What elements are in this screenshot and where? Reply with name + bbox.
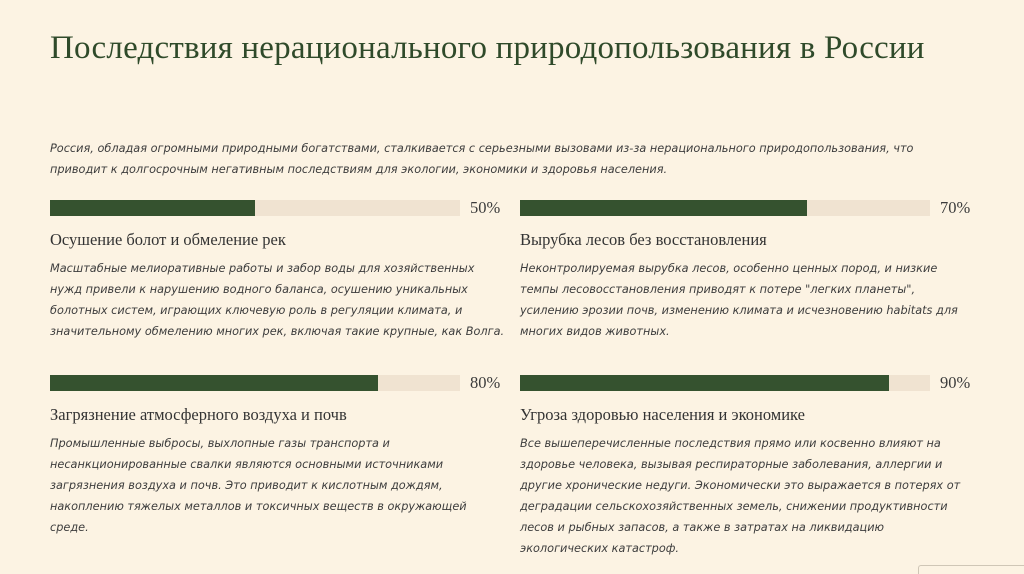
progress-fill: [520, 200, 807, 216]
card-description: Промышленные выбросы, выхлопные газы транспорта и несанкционированные свалки являются основными источниками загрязнения воздуха и почв. Это приводит к кислотным дождям, накоплению тяжелых металлов и токсичных веществ в окружающей среде.: [50, 437, 467, 534]
percent-label: 80%: [470, 373, 501, 392]
progress-bar: [50, 373, 505, 395]
percent-label: 90%: [940, 373, 971, 392]
card-description: Масштабные мелиоративные работы и забор воды для хозяйственных нужд привели к нарушению водного баланса, осушению уникальных болотных систем, играющих ключевую роль в регуляции климата, и значительному обмелению многих рек, включая такие крупные, как Волга.: [50, 262, 505, 338]
progress-fill: [50, 375, 378, 391]
progress-bar: [50, 198, 505, 220]
progress-track: [50, 200, 460, 216]
card-title: Угроза здоровью населения и экономике: [520, 405, 805, 424]
progress-track: [520, 200, 930, 216]
page-title: Последствия нерационального природопользования в России: [50, 30, 925, 66]
card-title: Загрязнение атмосферного воздуха и почв: [50, 405, 347, 424]
card-title: Вырубка лесов без восстановления: [520, 230, 767, 249]
card-description: Все вышеперечисленные последствия прямо или косвенно влияют на здоровье человека, вызывая респираторные заболевания, аллергии и другие хронические недуги. Экономически это выражается в потерях от деградации сельскохозяйственных земель, снижении продуктивности лесов и рыбных запасов, а также в затратах на ликвидацию экологических катастроф.: [520, 437, 961, 555]
corner-decoration: [918, 565, 1024, 574]
progress-fill: [520, 375, 889, 391]
progress-track: [520, 375, 930, 391]
progress-bar: [520, 373, 975, 395]
impact-card-drainage: [50, 198, 505, 342]
intro-text: Россия, обладая огромными природными богатствами, сталкивается с серьезными вызовами из-за нерационального природопользования, что приводит к долгосрочным негативным последствиям для экологии, экономики и здоровья населения.: [50, 142, 914, 176]
card-title: Осушение болот и обмеление рек: [50, 230, 286, 249]
impact-card-health-economy: [520, 373, 975, 559]
percent-label: 70%: [940, 198, 971, 217]
progress-fill: [50, 200, 255, 216]
impact-card-pollution: [50, 373, 505, 538]
progress-bar: [520, 198, 975, 220]
impact-card-deforestation: [520, 198, 975, 342]
progress-track: [50, 375, 460, 391]
card-description: Неконтролируемая вырубка лесов, особенно ценных пород, и низкие темпы лесовосстановления приводят к потере "легких планеты", усилению эрозии почв, изменению климата и исчезновению habitats для многих видов животных.: [520, 262, 958, 338]
percent-label: 50%: [470, 198, 501, 217]
